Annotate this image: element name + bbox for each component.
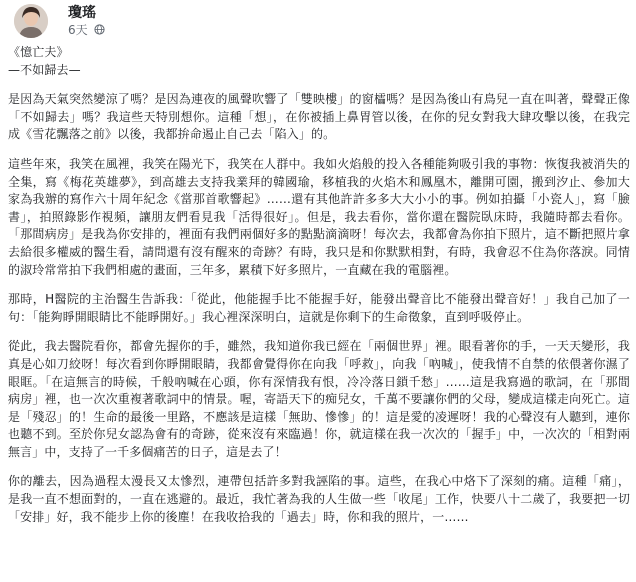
- post-time[interactable]: 6天: [68, 23, 88, 37]
- post-paragraph: 那時，H醫院的主治醫生告訴我：「從此，他能握手比不能握手好，能發出聲音比不能發出聲音好！」我自己加了一句：「能夠睜開眼睛比不能睜開好。」我心裡深深明白，這就是你剩下的生命徵象，直到呼吸停止。: [8, 292, 630, 324]
- globe-icon: [94, 24, 105, 35]
- post-paragraph: 你的離去，因為過程太漫長又太慘烈，連帶包括許多對我誣陷的事。這些，在我心中烙下了深刻的痛。這種「痛」，是我一直不想面對的，一直在逃避的。最近，我忙著為我的人生做一些「收尾」工作，快要八十二歲了，我要把一切「安排」好，我不能步上你的後塵！在我收拾我的「過去」時，你和我的照片，一……: [8, 474, 630, 524]
- post-header: [8, 2, 308, 42]
- author-name[interactable]: 瓊瑤: [68, 5, 96, 21]
- post-paragraph: 這些年來，我笑在風裡，我笑在陽光下，我笑在人群中。我如火焰般的投入各種能夠吸引我的事物：恢復我被消失的全集，寫《梅花英雄夢》，到高雄去支持我業拜的韓國瑜，移植我的火焰木和鳳凰木，離開可園，搬到汐止、參加大家為我辦的寫作六十周年紀念《當那首歌響起》……還有其他許許多多大大小小的事。例如拍攝「小瓷人」，寫「臉書」，拍照錄影作視頻，讓朋友們看見我「活得很好」。但是，我去看你，當你還在醫院臥床時，我隨時都去看你。「那間病房」是我為你安排的，裡面有我們兩個好多的點點滴滴呀！每次去，我都會為你拍下照片，這不斷把照片拿去給很多權威的醫生看，請問還有沒有醒來的奇跡？有時，我只是和你默默相對，有時，我會忍不住為你落淚。同情的淑玲常常拍下我們相處的畫面，三年多，累積下好多照片，一直藏在我的電腦裡。: [8, 156, 630, 277]
- post-paragraph: 從此，我去醫院看你，都會先握你的手，雖然，我知道你我已經在「兩個世界」裡。眼看著你的手，一天天變形，我真是心如刀絞呀！每次看到你睜開眼睛，我都會覺得你在向我「呼救」，向我「吶喊」，使我情不自禁的依偎著你濕了眼眶。「在這無言的時候，千般吶喊在心頭，你有深情我有恨，冷冷落日鎖千愁」……這是我寫過的歌詞，在「那間病房」裡，也一次次重複著歌詞中的情景。喔，寄語天下的痴兒女，千萬不要讓你們的父母，變成這樣走向死亡。這是「殘忍」的！生命的最後一里路，不應該是這樣「無助、慘慘」的！這是愛的凌遲呀！我的心聲沒有人聽到，連你也聽不到。至於你兒女認為會有的奇跡，從來沒有來臨過！你，就這樣在我一次次的「握手」中，一次次的「相對兩無言」中，支持了一千多個痛苦的日子，這是去了！: [8, 339, 630, 459]
- post-title: 《憶亡夫》: [8, 45, 69, 59]
- post-body: [8, 44, 630, 538]
- post-meta: [68, 21, 105, 38]
- post-paragraph: 是因為天氣突然變涼了嗎？是因為連夜的風聲吹響了「雙映樓」的窗櫺嗎？是因為後山有鳥兒一直在叫著，聲聲正像「不如歸去」嗎？我這些天特別想你。這種「想」，在你被插上鼻胃管以後，在你的兒女對我大肆攻擊以後，在我完成《雪花飄落之前》以後，我都拚命遏止自己去「陷入」的。: [8, 92, 630, 142]
- avatar[interactable]: [14, 4, 48, 38]
- profile-photo: [14, 4, 48, 38]
- post-subtitle: —不如歸去—: [8, 62, 81, 77]
